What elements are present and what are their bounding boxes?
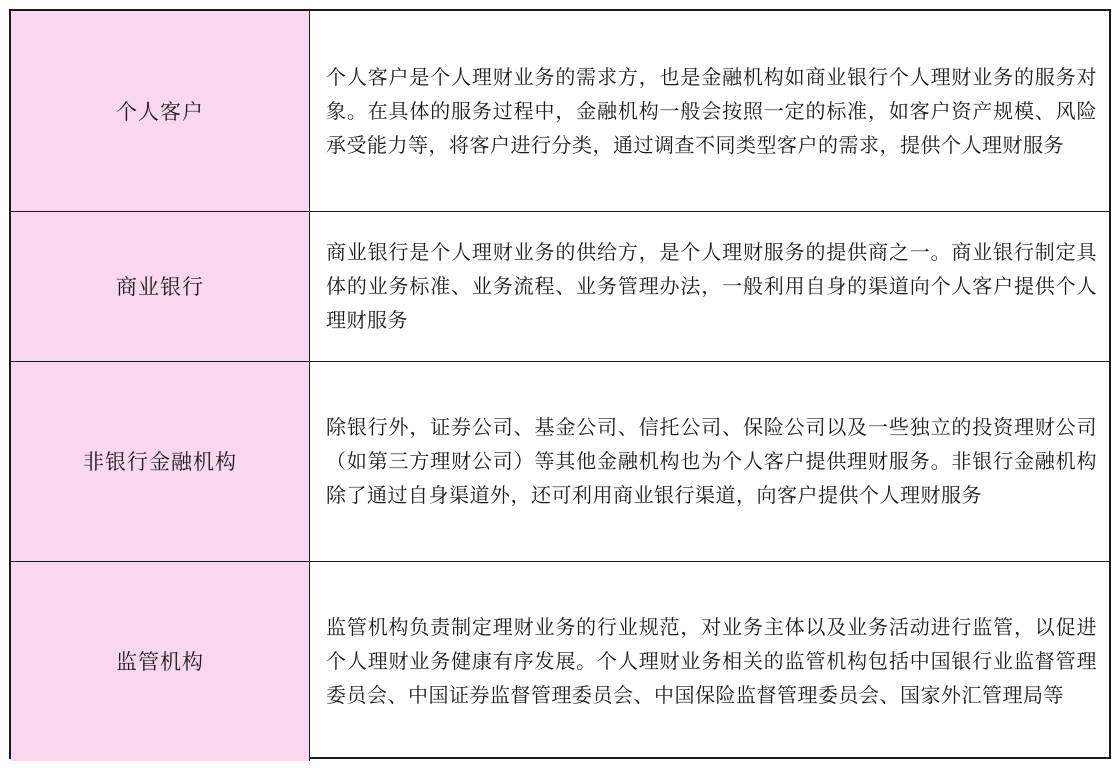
row-label: 监管机构 <box>11 561 310 761</box>
row-description: 商业银行是个人理财业务的供给方，是个人理财服务的提供商之一。商业银行制定具体的业务标准、业务流程、业务管理办法，一般利用自身的渠道向个人客户提供个人理财服务 <box>310 211 1110 361</box>
table-row <box>11 361 1109 561</box>
table-row <box>11 561 1109 761</box>
table-body <box>11 11 1109 761</box>
row-label: 非银行金融机构 <box>11 361 310 561</box>
participants-table <box>9 9 1111 759</box>
table-row <box>11 211 1109 361</box>
row-label: 个人客户 <box>11 11 310 211</box>
row-description: 个人客户是个人理财业务的需求方，也是金融机构如商业银行个人理财业务的服务对象。在具体的服务过程中，金融机构一般会按照一定的标准，如客户资产规模、风险承受能力等，将客户进行分类，通过调查不同类型客户的需求，提供个人理财服务 <box>310 11 1110 211</box>
row-description: 除银行外，证券公司、基金公司、信托公司、保险公司以及一些独立的投资理财公司（如第三方理财公司）等其他金融机构也为个人客户提供理财服务。非银行金融机构除了通过自身渠道外，还可利用商业银行渠道，向客户提供个人理财服务 <box>310 361 1110 561</box>
row-label: 商业银行 <box>11 211 310 361</box>
table-row <box>11 11 1109 211</box>
row-description: 监管机构负责制定理财业务的行业规范，对业务主体以及业务活动进行监管，以促进个人理财业务健康有序发展。个人理财业务相关的监管机构包括中国银行业监督管理委员会、中国证券监督管理委员会、中国保险监督管理委员会、国家外汇管理局等 <box>310 561 1110 761</box>
